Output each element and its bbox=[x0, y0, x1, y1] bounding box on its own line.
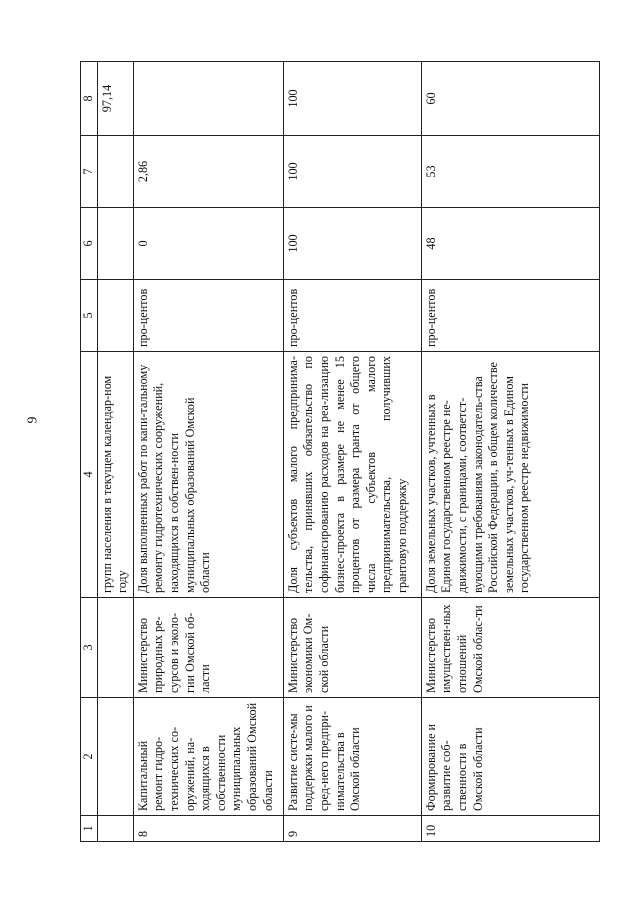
unit-cell: про-центов bbox=[283, 280, 421, 352]
cont-indicator-text: групп населения в текущем календар-ном году bbox=[97, 352, 133, 598]
header-cell-6: 6 bbox=[81, 208, 98, 280]
table-row bbox=[283, 62, 421, 842]
cont-cell-5 bbox=[97, 280, 133, 352]
indicators-table bbox=[80, 61, 600, 842]
header-cell-3: 3 bbox=[81, 598, 98, 698]
value-col6: 100 bbox=[283, 208, 421, 280]
cont-cell-6 bbox=[97, 208, 133, 280]
indicator-text: Доля земельных участков, учтенных в Едином государственном реестре не-движимости, с границами, соответст-вующими требованиям законодатель-ства Российской Федерации, в общем количестве земельных участков, уч-тенных в Едином государственном реестре недвижимости bbox=[421, 352, 599, 598]
cont-cell-7 bbox=[97, 136, 133, 208]
page-number: 9 bbox=[25, 416, 41, 424]
measure-name: Формирование и развитие соб-ственности в Омской области bbox=[421, 698, 599, 816]
ministry-name: Министерство имуществен-ных отношений Омской облас-ти bbox=[421, 598, 599, 698]
header-cell-4: 4 bbox=[81, 352, 98, 598]
cont-cell-1 bbox=[97, 816, 133, 842]
ministry-name: Министерство природных ре-сурсов и эколо-гии Омской об-ласти bbox=[133, 598, 283, 698]
indicator-text: Доля выполненных работ по капи-тальному ремонту гидротехнических сооружений, находящихся в собствен-ности муниципальных образований Омской области bbox=[133, 352, 283, 598]
rotated-table-container bbox=[80, 62, 600, 842]
row-number: 10 bbox=[421, 816, 599, 842]
unit-cell: про-центов bbox=[133, 280, 283, 352]
header-cell-2: 2 bbox=[81, 698, 98, 816]
cont-cell-2 bbox=[97, 698, 133, 816]
value-col6: 48 bbox=[421, 208, 599, 280]
unit-cell: про-центов bbox=[421, 280, 599, 352]
header-cell-5: 5 bbox=[81, 280, 98, 352]
header-cell-7: 7 bbox=[81, 136, 98, 208]
value-col7: 2,86 bbox=[133, 136, 283, 208]
value-col8 bbox=[133, 62, 283, 136]
value-col7: 100 bbox=[283, 136, 421, 208]
ministry-name: Министерство экономики Ом-ской области bbox=[283, 598, 421, 698]
header-row bbox=[81, 62, 98, 842]
header-cell-8: 8 bbox=[81, 62, 98, 136]
value-col8: 100 bbox=[283, 62, 421, 136]
table-row bbox=[421, 62, 599, 842]
table-row bbox=[133, 62, 283, 842]
measure-name: Развитие систе-мы поддержки малого и сред-него предпри-нимательства в Омской области bbox=[283, 698, 421, 816]
header-cell-1: 1 bbox=[81, 816, 98, 842]
continuation-row bbox=[97, 62, 133, 842]
cont-value-col8: 97,14 bbox=[97, 62, 133, 136]
row-number: 8 bbox=[133, 816, 283, 842]
measure-name: Капитальный ремонт гидро-технических со-оружений, на-ходящихся в собственности муниципальных образований Омской области bbox=[133, 698, 283, 816]
value-col7: 53 bbox=[421, 136, 599, 208]
indicator-text: Доля субъектов малого предпринима-тельства, принявших обязательство по софинансированию расходов на реа-лизацию бизнес-проекта в размере не менее 15 процентов от размера гранта от общего числа субъектов малого предпринимательства, получивших грантовую поддержку bbox=[283, 352, 421, 598]
value-col8: 60 bbox=[421, 62, 599, 136]
row-number: 9 bbox=[283, 816, 421, 842]
value-col6: 0 bbox=[133, 208, 283, 280]
cont-cell-3 bbox=[97, 598, 133, 698]
